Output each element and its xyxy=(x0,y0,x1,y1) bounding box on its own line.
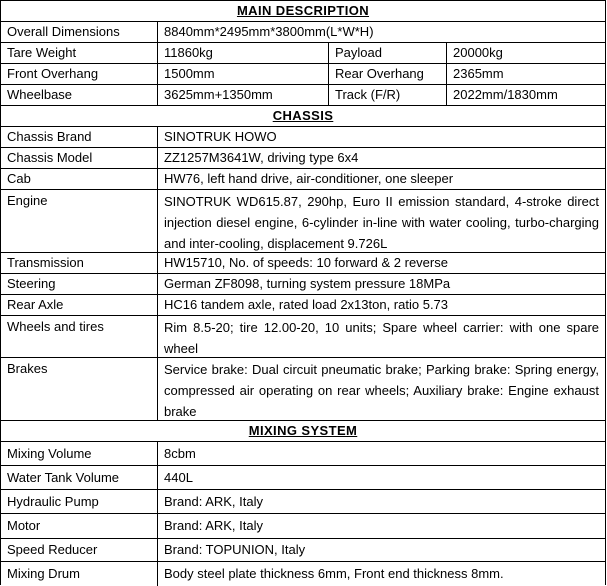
row-value: German ZF8098, turning system pressure 18MPa xyxy=(164,276,451,291)
row-value: Brand: ARK, Italy xyxy=(164,494,263,509)
table-row xyxy=(1,490,605,514)
table-row xyxy=(1,85,605,106)
section-header-main: MAIN DESCRIPTION xyxy=(1,1,605,22)
row-label: Tare Weight xyxy=(1,43,158,63)
table-row xyxy=(1,358,605,421)
row-label: Cab xyxy=(1,169,158,189)
table-row xyxy=(1,190,605,253)
table-row xyxy=(1,316,605,358)
table-row xyxy=(1,169,605,190)
row-value: Brand: TOPUNION, Italy xyxy=(164,542,306,557)
row-value: Rim 8.5-20; tire 12.00-20, 10 units; Spare wheel carrier: with one spare wheel xyxy=(164,320,599,356)
table-row xyxy=(1,148,605,169)
row-label: Engine xyxy=(1,190,158,252)
row-value: Body steel plate thickness 6mm, Front end thickness 8mm. xyxy=(164,566,504,581)
row-value: HC16 tandem axle, rated load 2x13ton, ratio 5.73 xyxy=(164,297,449,312)
table-row xyxy=(1,274,605,295)
table-row xyxy=(1,22,605,43)
row-label: Front Overhang xyxy=(1,64,158,84)
table-row xyxy=(1,43,605,64)
row-value: HW76, left hand drive, air-conditioner, one sleeper xyxy=(164,171,454,186)
row-value-secondary: 2365mm xyxy=(453,66,504,81)
table-row xyxy=(1,253,605,274)
row-label: Mixing Drum xyxy=(1,562,158,586)
row-label: Steering xyxy=(1,274,158,294)
table-row xyxy=(1,514,605,539)
row-label: Speed Reducer xyxy=(1,539,158,561)
row-value: 11860kg xyxy=(158,43,329,63)
table-row xyxy=(1,64,605,85)
row-label: Transmission xyxy=(1,253,158,273)
row-value: 8cbm xyxy=(164,446,196,461)
row-label: Motor xyxy=(1,514,158,538)
row-value: HW15710, No. of speeds: 10 forward & 2 reverse xyxy=(164,255,448,270)
row-label: Mixing Volume xyxy=(1,442,158,465)
table-row xyxy=(1,442,605,466)
row-value-secondary: 2022mm/1830mm xyxy=(453,87,558,102)
section-header-chassis: CHASSIS xyxy=(1,106,605,127)
row-label: Wheels and tires xyxy=(1,316,158,357)
row-label: Rear Axle xyxy=(1,295,158,315)
row-label: Brakes xyxy=(1,358,158,420)
row-value: 440L xyxy=(164,470,193,485)
row-label: Hydraulic Pump xyxy=(1,490,158,513)
row-value: SINOTRUK WD615.87, 290hp, Euro II emission standard, 4-stroke direct injection diesel engine, 6-cylinder in-line with water cooling, turbo-charging and inter-cooling, displacement 9.726L xyxy=(164,194,599,251)
table-row xyxy=(1,127,605,148)
table-row xyxy=(1,539,605,562)
row-label: Chassis Brand xyxy=(1,127,158,147)
row-label: Overall Dimensions xyxy=(1,22,158,42)
row-value: 3625mm+1350mm xyxy=(158,85,329,105)
row-value: Service brake: Dual circuit pneumatic brake; Parking brake: Spring energy, compressed air operating on rear wheels; Auxiliary brake: Engine exhaust brake xyxy=(164,362,599,419)
row-value: 8840mm*2495mm*3800mm(L*W*H) xyxy=(164,24,374,39)
row-value: Brand: ARK, Italy xyxy=(164,518,263,533)
row-value-secondary: 20000kg xyxy=(453,45,503,60)
row-label: Wheelbase xyxy=(1,85,158,105)
row-value: SINOTRUK HOWO xyxy=(164,129,277,144)
table-row xyxy=(1,562,605,586)
row-label: Chassis Model xyxy=(1,148,158,168)
row-value: ZZ1257M3641W, driving type 6x4 xyxy=(164,150,359,165)
row-value: 1500mm xyxy=(158,64,329,84)
row-label-secondary: Track (F/R) xyxy=(329,85,447,105)
table-row xyxy=(1,295,605,316)
table-row xyxy=(1,466,605,490)
row-label-secondary: Payload xyxy=(329,43,447,63)
section-header-mixing: MIXING SYSTEM xyxy=(1,421,605,442)
row-label-secondary: Rear Overhang xyxy=(329,64,447,84)
row-label: Water Tank Volume xyxy=(1,466,158,489)
